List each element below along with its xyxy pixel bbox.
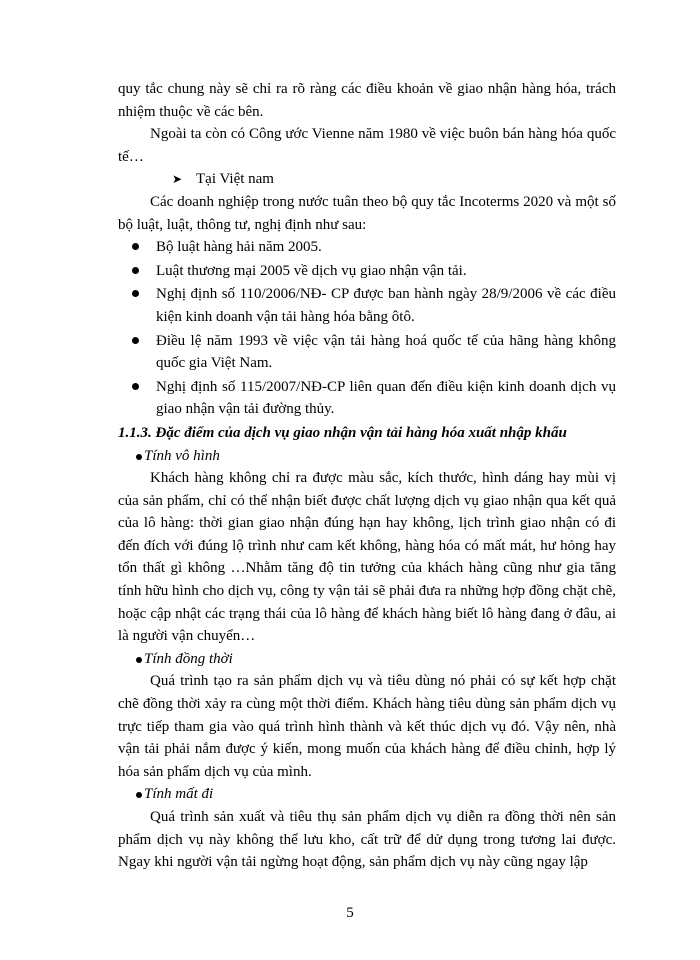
bullet-icon <box>132 290 139 297</box>
feature-heading-simultaneity: Tính đồng thời <box>118 648 616 671</box>
subheading-vietnam-label: Tại Việt nam <box>196 171 274 188</box>
paragraph-perishability: Quá trình sản xuất và tiêu thụ sản phẩm dịch vụ diễn ra đồng thời nên sản phẩm dịch vụ này không thể lưu kho, cất trữ để dử dụng trong tương lai được. Ngay khi người vận tải ngừng hoạt động, sản phẩm dịch vụ này cũng ngay lập <box>118 809 616 871</box>
bullet-icon <box>132 337 139 344</box>
page-body <box>118 78 616 874</box>
bullet-icon <box>132 383 139 390</box>
list-item: Nghị định số 110/2006/NĐ- CP được ban hành ngày 28/9/2006 về các điều kiện kinh doanh vận tải hàng hóa bằng ôtô. <box>118 283 616 328</box>
paragraph-continuation: quy tắc chung này sẽ chỉ ra rõ ràng các điều khoản về giao nhận hàng hóa, trách nhiệm thuộc về các bên. <box>118 81 616 120</box>
list-item: Bộ luật hàng hải năm 2005. <box>118 236 616 259</box>
feature-heading-intangibility: Tính vô hình <box>118 445 616 468</box>
arrow-bullet-icon: ➤ <box>172 172 183 187</box>
page-number: 5 <box>346 905 354 921</box>
bullet-icon <box>136 657 142 663</box>
bullet-icon <box>136 792 142 798</box>
feature-heading-perishability: Tính mất đi <box>118 783 616 806</box>
bullet-icon <box>136 454 142 460</box>
section-heading: 1.1.3. Đặc điểm của dịch vụ giao nhận vận tải hàng hóa xuất nhập khẩu <box>118 424 567 441</box>
paragraph-regulations-intro: Các doanh nghiệp trong nước tuân theo bộ quy tắc Incoterms 2020 và một số bộ luật, luật, thông tư, nghị định như sau: <box>118 193 616 233</box>
list-item: Điều lệ năm 1993 về việc vận tải hàng hoá quốc tế của hãng hàng không quốc gia Việt Nam. <box>118 330 616 375</box>
paragraph-intangibility: Khách hàng không chỉ ra được màu sắc, kích thước, hình dáng hay mùi vị của sản phẩm, chỉ có thể nhận biết được chất lượng dịch vụ giao nhận qua kết quả của lô hàng: thời gian giao nhận đúng hạn hay không, lịch trình giao nhận có đi đến đích với đúng lộ trình như cam kết không, hàng hóa có mất mát, hư hỏng hay tổn thất gì không …Nhằm tăng độ tin tưởng của khách hàng cũng như gia tăng tính hữu hình cho dịch vụ, công ty vận tải sẽ phải đưa ra những hợp đồng chặt chẽ, hoặc cập nhật các trạng thái của lô hàng để khách hàng biết lô hàng đang ở đâu, ai là người vận chuyển… <box>118 470 616 645</box>
paragraph-vienna-convention: Ngoài ta còn có Công ước Vienne năm 1980 về việc buôn bán hàng hóa quốc tế… <box>118 126 616 165</box>
bullet-icon <box>132 267 139 274</box>
bullet-icon <box>132 243 139 250</box>
laws-list <box>118 236 616 421</box>
subheading-vietnam <box>118 168 616 191</box>
paragraph-simultaneity: Quá trình tạo ra sản phẩm dịch vụ và tiêu dùng nó phải có sự kết hợp chặt chẽ đồng thời xảy ra cùng một thời điểm. Khách hàng tiêu dùng sản phẩm dịch vụ trực tiếp tham gia vào quá trình hình thành và kết thúc dịch vụ đó. Vậy nên, nhà vận tải phải nắm được ý kiến, mong muốn của khách hàng để điều chỉnh, hợp lý hóa sản phẩm dịch vụ của mình. <box>118 673 616 780</box>
list-item: Luật thương mại 2005 về dịch vụ giao nhận vận tải. <box>118 260 616 283</box>
list-item: Nghị định số 115/2007/NĐ-CP liên quan đến điều kiện kinh doanh dịch vụ giao nhận vận tải đường thủy. <box>118 376 616 421</box>
